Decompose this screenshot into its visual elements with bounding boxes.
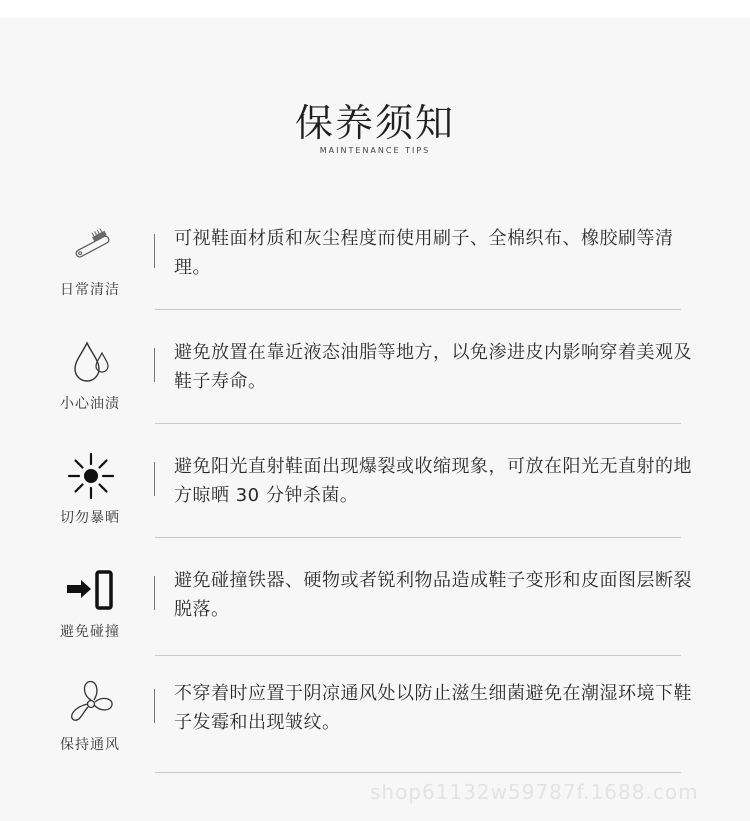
brush-icon — [50, 224, 132, 272]
tip-text: 不穿着时应置于阴凉通风处以防止滋生细菌避免在潮湿环境下鞋子发霉和出现皱纹。 — [174, 683, 692, 733]
divider — [155, 537, 681, 538]
impact-icon — [50, 566, 132, 614]
tip-label: 切勿暴晒 — [60, 510, 120, 526]
tip-avoid-collision — [0, 566, 750, 682]
divider — [155, 423, 681, 424]
tip-avoid-sun — [0, 452, 750, 568]
separator-bar — [154, 234, 155, 268]
page-subtitle: MAINTENANCE TIPS — [319, 146, 431, 155]
page-title: 保养须知 — [294, 101, 455, 145]
tip-daily-cleaning — [0, 224, 750, 340]
tip-text: 避免碰撞铁器、硬物或者锐利物品造成鞋子变形和皮面图层断裂脱落。 — [174, 570, 692, 620]
sun-icon — [50, 452, 132, 500]
tip-text: 避免阳光直射鞋面出现爆裂或收缩现象，可放在阳光无直射的地方晾晒 30 分钟杀菌。 — [174, 456, 692, 506]
tip-oil-stains — [0, 338, 750, 454]
tip-label: 小心油渍 — [60, 396, 120, 412]
tip-text: 避免放置在靠近液态油脂等地方，以免渗进皮内影响穿着美观及鞋子寿命。 — [174, 342, 692, 392]
separator-bar — [154, 689, 155, 723]
tip-label: 日常清洁 — [60, 282, 120, 298]
divider — [155, 309, 681, 310]
divider — [155, 772, 681, 773]
watermark-text: shop61132w59787f.1688.com — [370, 780, 699, 804]
tip-label: 避免碰撞 — [60, 624, 120, 640]
droplet-icon — [50, 338, 132, 386]
top-strip — [0, 0, 750, 18]
separator-bar — [154, 576, 155, 610]
tip-label: 保持通风 — [60, 737, 120, 753]
separator-bar — [154, 462, 155, 496]
separator-bar — [154, 348, 155, 382]
divider — [155, 655, 681, 656]
fan-icon — [50, 679, 132, 727]
tip-text: 可视鞋面材质和灰尘程度而使用刷子、全棉织布、橡胶刷等清理。 — [174, 228, 674, 278]
tip-ventilation — [0, 679, 750, 795]
